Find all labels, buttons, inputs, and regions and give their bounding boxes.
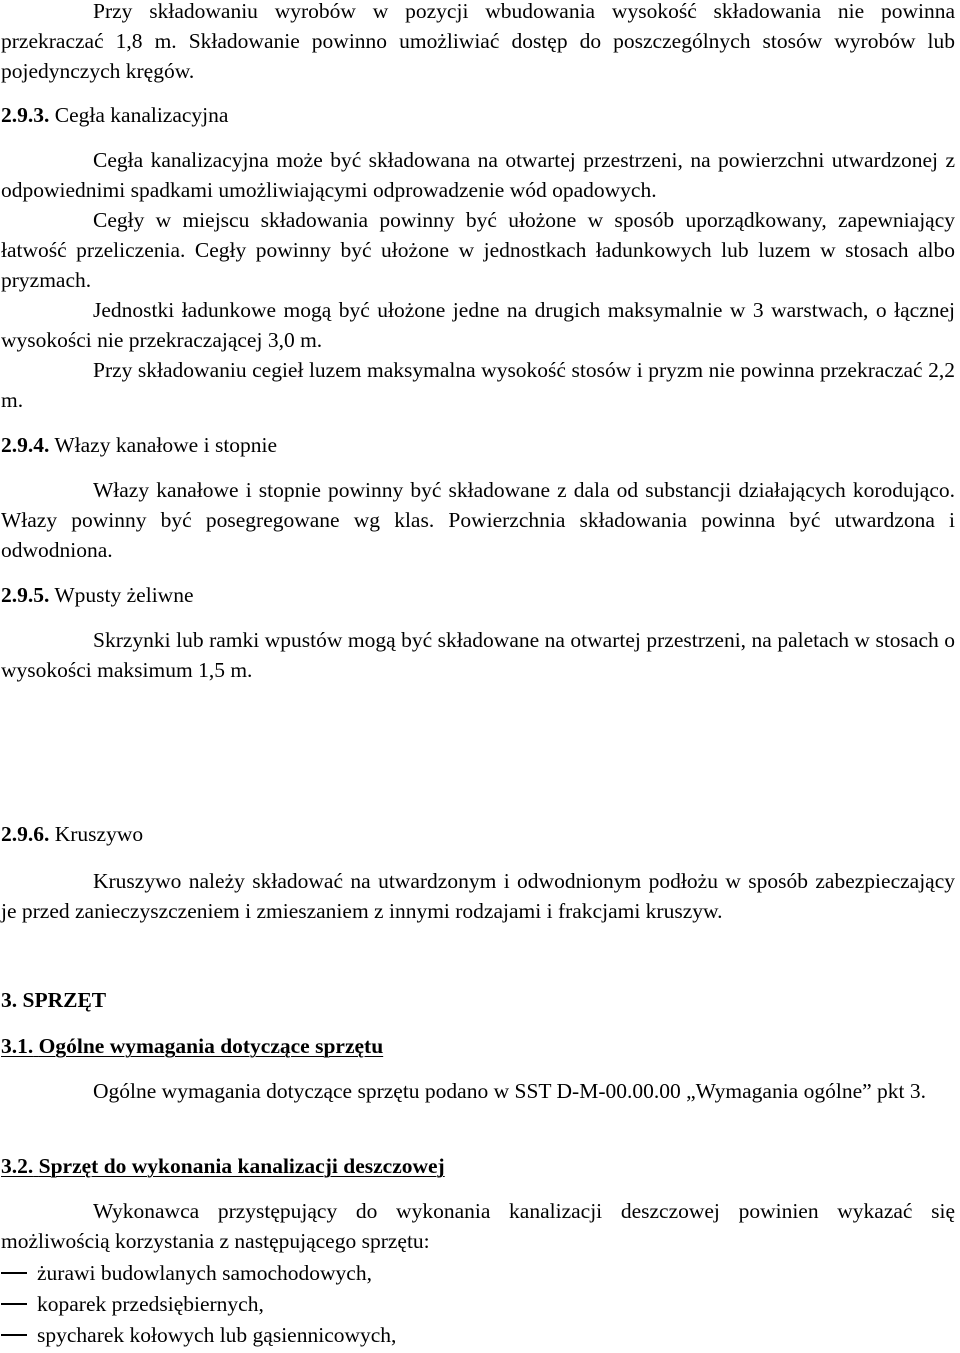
section-title: Włazy kanałowe i stopnie: [54, 433, 278, 457]
dash-bullet-icon: [1, 1303, 27, 1305]
heading-2-9-6: [1, 820, 143, 849]
heading-3-sprzet: 3. SPRZĘT: [1, 988, 107, 1012]
section-title: Cegła kanalizacyjna: [54, 103, 229, 127]
list-item: spycharek kołowych lub gąsiennicowych,: [1, 1321, 396, 1350]
heading-3-1: [1, 1032, 383, 1061]
heading-2-9-4: [1, 431, 277, 460]
paragraph-gullies: Skrzynki lub ramki wpustów mogą być składowane na otwartej przestrzeni, na paletach w stosach o wysokości maksimum 1,5 m.: [1, 628, 955, 682]
list-item: żurawi budowlanych samochodowych,: [1, 1259, 372, 1288]
paragraph-storage-height: Przy składowaniu wyrobów w pozycji wbudowania wysokość składowania nie powinna przekraczać 1,8 m. Składowanie powinno umożliwiać dostęp do poszczególnych stosów wyrobów lub pojedynczych kręgów.: [1, 0, 955, 83]
paragraph-general-equipment: Ogólne wymagania dotyczące sprzętu podano w SST D-M-00.00.00 „Wymagania ogólne” pkt 3.: [93, 1079, 927, 1103]
paragraph-manholes: Włazy kanałowe i stopnie powinny być składowane z dala od substancji działających korodująco. Włazy powinny być posegregowane wg klas. Powierzchnia składowania powinna być utwardzona i odwodniona.: [1, 478, 955, 562]
section-number: 2.9.5.: [1, 583, 50, 607]
heading-2-9-5: [1, 581, 194, 610]
section-number: 2.9.4.: [1, 433, 50, 457]
list-item: koparek przedsiębiernych,: [1, 1290, 264, 1319]
section-title: Wpusty żeliwne: [54, 583, 194, 607]
section-title: Kruszywo: [54, 822, 144, 846]
dash-bullet-icon: [1, 1334, 27, 1336]
paragraph-contractor-equipment: Wykonawca przystępujący do wykonania kanalizacji deszczowej powinien wykazać się możliwością korzystania z następującego sprzętu:: [1, 1199, 955, 1253]
paragraph-aggregate: Kruszywo należy składować na utwardzonym i odwodnionym podłożu w sposób zabezpieczający je przed zanieczyszczeniem i zmieszaniem z innymi rodzajami i frakcjami kruszyw.: [1, 869, 955, 923]
section-number: 2.9.6.: [1, 822, 50, 846]
paragraph-brick-arrangement: Cegły w miejscu składowania powinny być ułożone w sposób uporządkowany, zapewniający łatwość przeliczenia. Cegły powinny być ułożone w jednostkach ładunkowych lub luzem w stosach albo pryzmach.: [1, 208, 955, 292]
section-number: 3.2.: [1, 1154, 34, 1178]
paragraph-brick-storage: Cegła kanalizacyjna może być składowana na otwartej przestrzeni, na powierzchni utwardzonej z odpowiednimi spadkami umożliwiającymi odprowadzenie wód opadowych.: [1, 148, 955, 202]
section-number: 2.9.3.: [1, 103, 50, 127]
section-title: Sprzęt do wykonania kanalizacji deszczowej: [38, 1154, 445, 1178]
paragraph-load-units: Jednostki ładunkowe mogą być ułożone jedne na drugich maksymalnie w 3 warstwach, o łącznej wysokości nie przekraczającej 3,0 m.: [1, 298, 955, 352]
dash-bullet-icon: [1, 1272, 27, 1274]
paragraph-loose-bricks: Przy składowaniu cegieł luzem maksymalna wysokość stosów i pryzm nie powinna przekraczać 2,2 m.: [1, 358, 955, 412]
section-title: Ogólne wymagania dotyczące sprzętu: [38, 1034, 384, 1058]
section-number: 3.1.: [1, 1034, 34, 1058]
heading-3-2: [1, 1152, 445, 1181]
heading-2-9-3: [1, 101, 228, 130]
